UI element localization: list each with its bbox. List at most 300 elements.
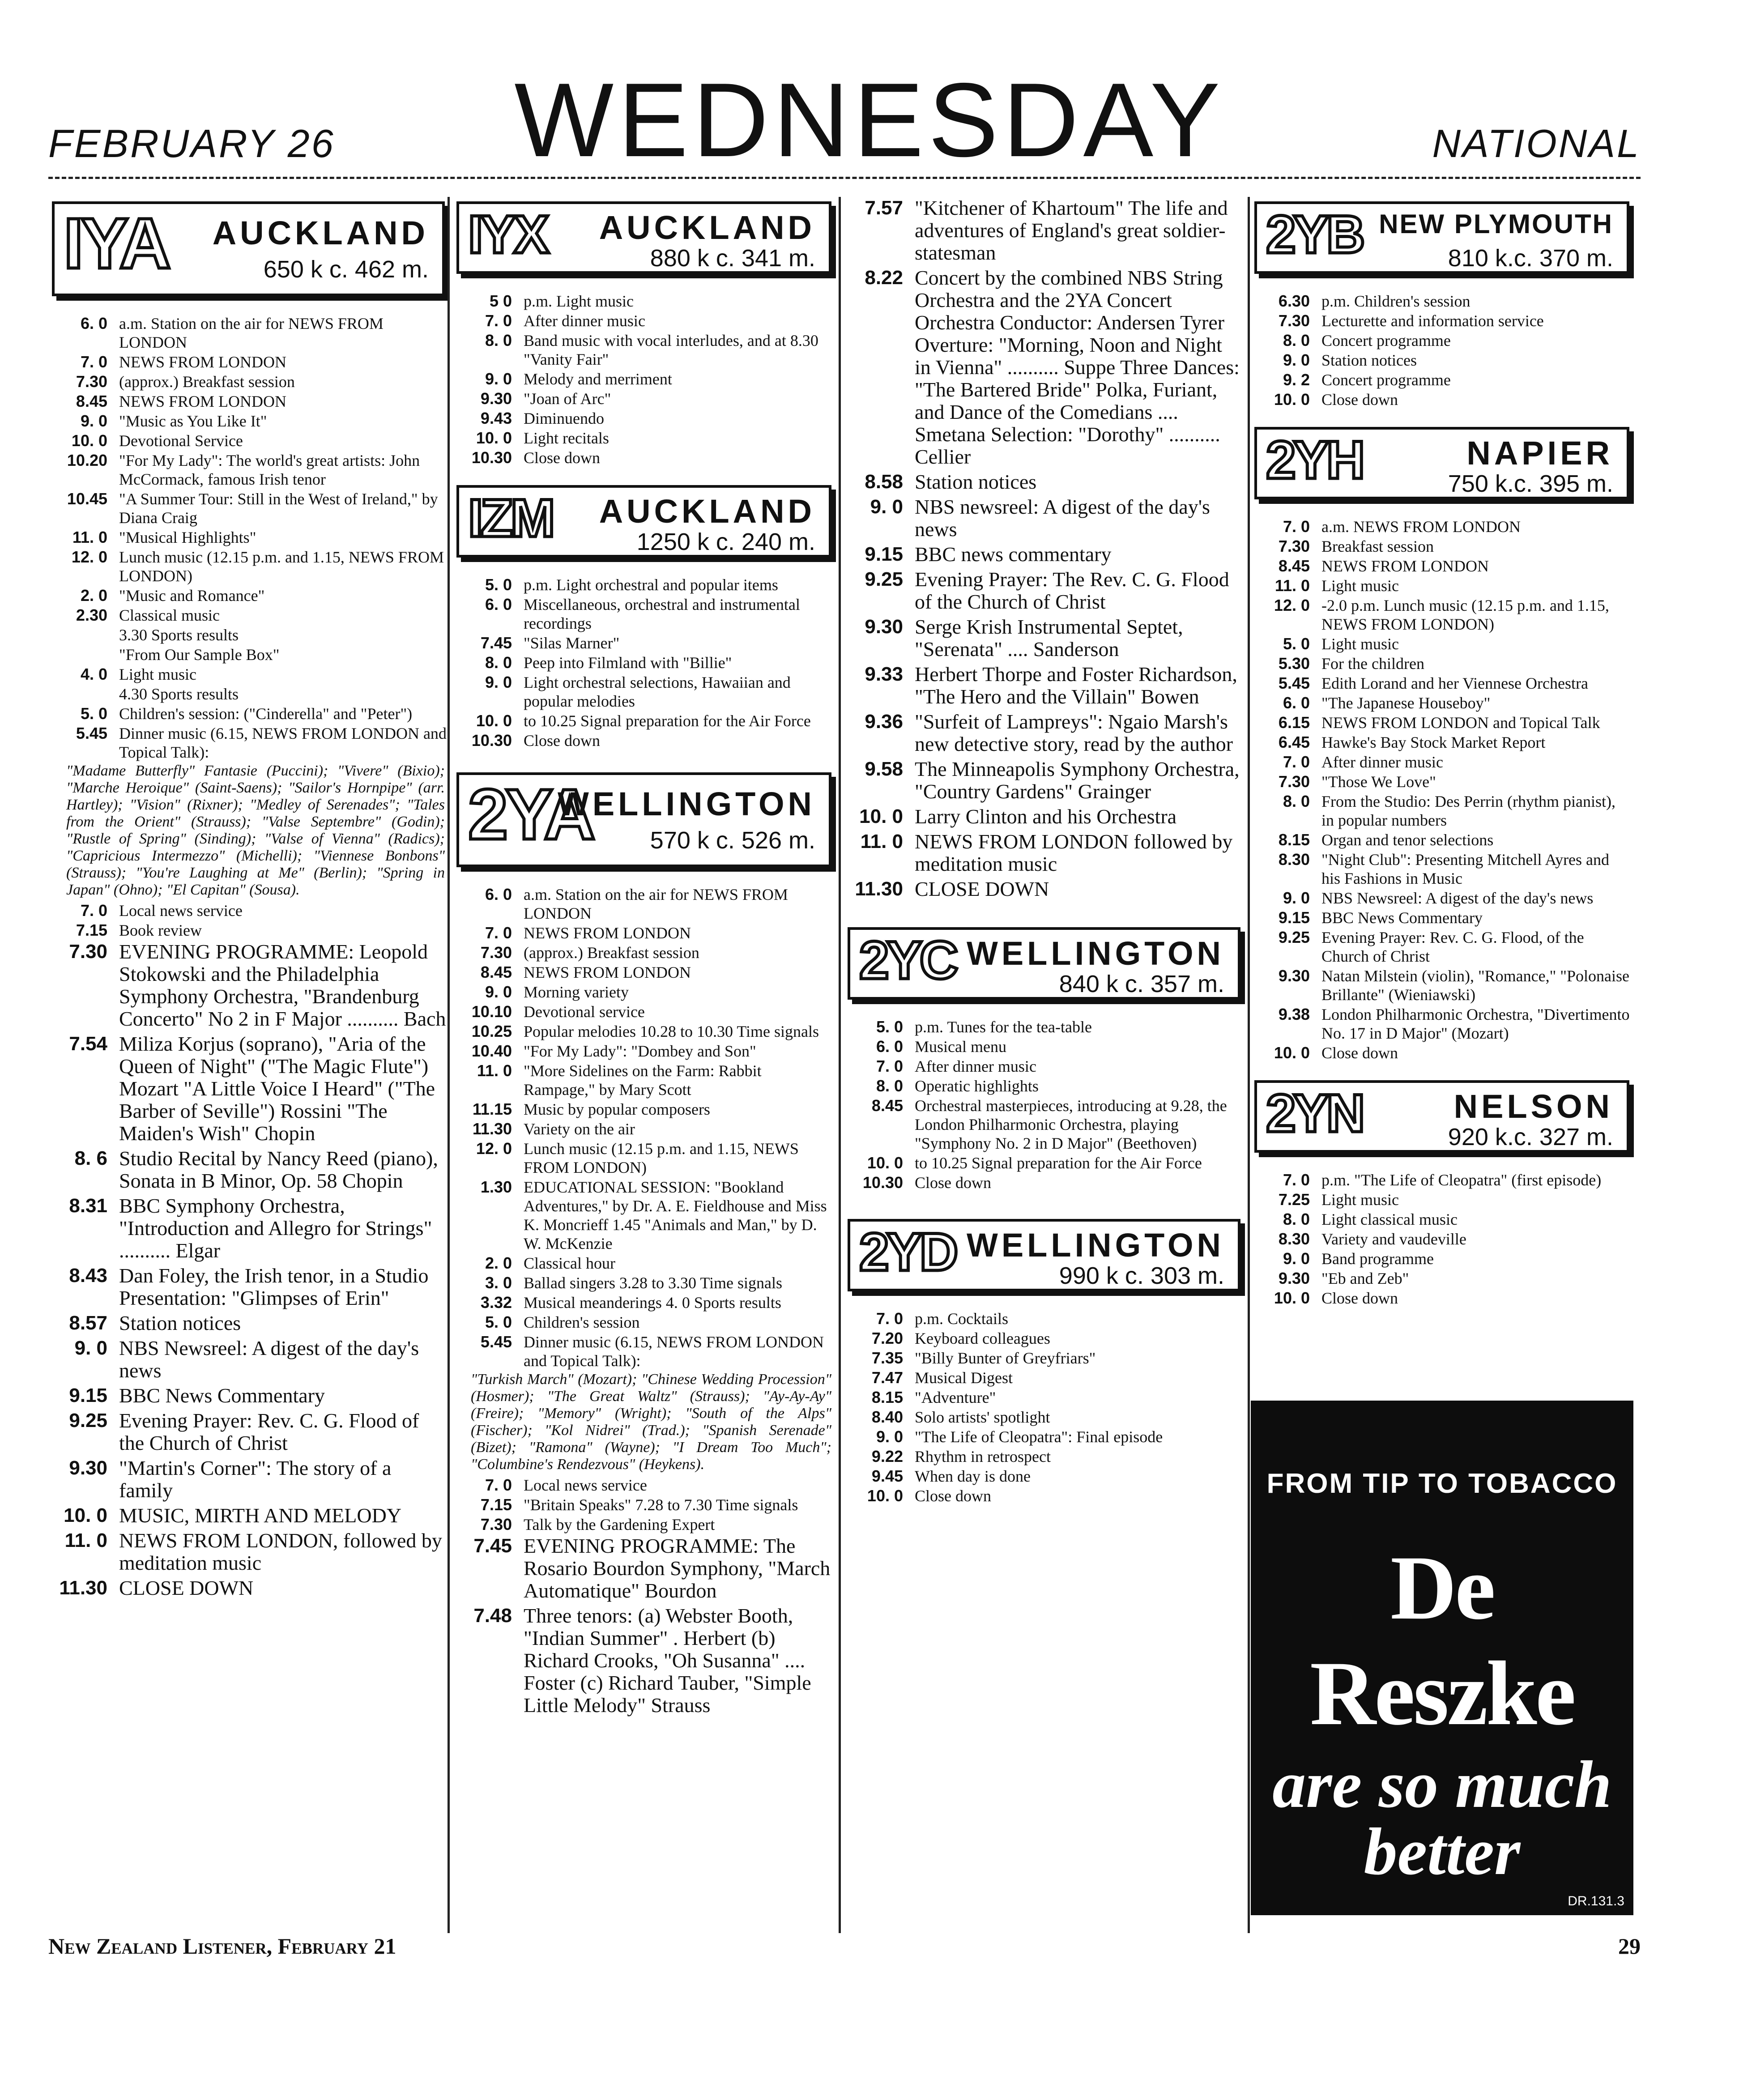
schedule-2ya-2 xyxy=(453,1476,838,1534)
schedule-time: 5.45 xyxy=(76,724,107,742)
schedule-item: Devotional service xyxy=(524,1003,645,1021)
schedule-item: NEWS FROM LONDON, followed by meditation music xyxy=(119,1529,442,1574)
schedule-item: Lecturette and information service xyxy=(1321,312,1544,330)
schedule-row xyxy=(52,645,447,664)
schedule-row xyxy=(456,1002,833,1021)
schedule-row xyxy=(848,267,1242,468)
schedule-time: 3.32 xyxy=(480,1293,512,1312)
schedule-row xyxy=(52,1033,447,1145)
station-call: 2YD xyxy=(859,1222,956,1282)
schedule-time: 11.30 xyxy=(855,878,903,900)
station-city: NAPIER xyxy=(1466,434,1613,472)
schedule-time: 7. 0 xyxy=(485,311,512,330)
schedule-row xyxy=(848,663,1242,708)
schedule-item: NEWS FROM LONDON followed by meditation music xyxy=(915,830,1233,875)
schedule-time: 7.15 xyxy=(76,921,107,939)
schedule-item: Diminuendo xyxy=(524,409,604,427)
schedule-item: NEWS FROM LONDON and Topical Talk xyxy=(1321,714,1600,732)
schedule-item: NBS newsreel: A digest of the day's news xyxy=(915,495,1210,541)
schedule-item: After dinner music xyxy=(524,312,645,330)
ad-tagline: are so much better xyxy=(1272,1747,1612,1889)
schedule-time: 10. 0 xyxy=(867,1154,903,1172)
schedule-item: Band programme xyxy=(1321,1250,1434,1268)
schedule-time: 10.30 xyxy=(471,448,512,467)
schedule-time: 5 0 xyxy=(489,292,512,310)
schedule-row xyxy=(1254,831,1631,849)
schedule-2ya-continued xyxy=(844,197,1247,900)
schedule-time: 11. 0 xyxy=(1274,576,1310,595)
schedule-item: Morning variety xyxy=(524,983,629,1001)
schedule-time xyxy=(52,626,119,644)
schedule-row xyxy=(848,1408,1242,1427)
schedule-time: 12. 0 xyxy=(1274,596,1310,614)
schedule-item: "Joan of Arc" xyxy=(524,390,611,408)
station-banner-2yn xyxy=(1254,1080,1629,1153)
schedule-item: "From Our Sample Box" xyxy=(119,646,280,664)
schedule-time: 2. 0 xyxy=(80,586,107,605)
schedule-time: 9. 0 xyxy=(870,496,903,518)
schedule-row xyxy=(52,1337,447,1382)
schedule-item: After dinner music xyxy=(915,1057,1036,1075)
schedule-row xyxy=(1254,537,1631,556)
schedule-time: 7. 0 xyxy=(1283,1171,1310,1189)
schedule-row xyxy=(52,1457,447,1502)
schedule-row xyxy=(456,575,833,594)
schedule-time: 5. 0 xyxy=(876,1018,903,1036)
station-frequency: 570 k c. 526 m. xyxy=(650,827,815,854)
schedule-row xyxy=(848,1467,1242,1486)
schedule-time: 6.45 xyxy=(1278,733,1310,751)
schedule-row xyxy=(456,1100,833,1119)
schedule-item: "Musical Highlights" xyxy=(119,528,256,546)
schedule-time: 9. 0 xyxy=(485,673,512,691)
schedule-time: 7. 0 xyxy=(80,353,107,371)
schedule-item: Light music xyxy=(1321,1191,1399,1209)
schedule-row xyxy=(1254,889,1631,907)
schedule-row xyxy=(1254,967,1631,1004)
schedule-item: "A Summer Tour: Still in the West of Ireland," by Diana Craig xyxy=(119,490,438,527)
schedule-item: Close down xyxy=(524,732,600,750)
schedule-1ya xyxy=(48,314,451,762)
schedule-row xyxy=(1254,792,1631,830)
schedule-time: 6. 0 xyxy=(876,1037,903,1056)
schedule-item: CLOSE DOWN xyxy=(915,877,1049,900)
schedule-item: Solo artists' spotlight xyxy=(915,1408,1050,1426)
schedule-time: 7.30 xyxy=(1278,537,1310,555)
schedule-item: Light music xyxy=(1321,635,1399,653)
schedule-item: Evening Prayer: Rev. C. G. Flood, of the Church of Christ xyxy=(1321,929,1584,965)
schedule-item: Serge Krish Instrumental Septet, "Serenata" .... Sanderson xyxy=(915,615,1183,660)
station-call: 2YB xyxy=(1266,204,1363,264)
schedule-row xyxy=(1254,733,1631,752)
schedule-row xyxy=(1254,596,1631,634)
schedule-time: 8. 6 xyxy=(74,1147,107,1169)
station-frequency: 880 k c. 341 m. xyxy=(650,245,815,272)
schedule-item: London Philharmonic Orchestra, "Divertimento No. 17 in D Major" (Mozart) xyxy=(1321,1005,1630,1042)
schedule-row xyxy=(848,496,1242,541)
schedule-row xyxy=(456,1139,833,1177)
schedule-time: 9.25 xyxy=(1278,928,1310,946)
schedule-row xyxy=(848,568,1242,613)
station-frequency: 920 k.c. 327 m. xyxy=(1448,1124,1613,1150)
schedule-item: Local news service xyxy=(524,1476,647,1494)
schedule-time: 10.25 xyxy=(471,1022,512,1040)
schedule-row xyxy=(456,1042,833,1061)
schedule-row xyxy=(456,1515,833,1534)
schedule-item: Book review xyxy=(119,921,202,939)
schedule-time: 6. 0 xyxy=(1283,694,1310,712)
schedule-row xyxy=(456,731,833,750)
schedule-item: Local news service xyxy=(119,902,243,920)
schedule-time: 7.30 xyxy=(69,941,107,963)
schedule-time: 3. 0 xyxy=(485,1274,512,1292)
schedule-item: Keyboard colleagues xyxy=(915,1329,1050,1347)
schedule-time: 8.43 xyxy=(69,1265,107,1286)
station-call: 2YH xyxy=(1266,430,1363,490)
schedule-time: 8. 0 xyxy=(876,1077,903,1095)
ad-code: DR.131.3 xyxy=(1568,1894,1624,1908)
schedule-row xyxy=(456,653,833,672)
schedule-time: 7. 0 xyxy=(876,1309,903,1328)
schedule-time: 6. 0 xyxy=(485,885,512,903)
station-call: 2YC xyxy=(859,930,956,990)
schedule-time: 9. 0 xyxy=(1283,889,1310,907)
schedule-item: Lunch music (12.15 p.m. and 1.15, NEWS FROM LONDON) xyxy=(524,1140,799,1176)
schedule-row xyxy=(52,665,447,684)
station-city: WELLINGTON xyxy=(966,935,1224,972)
schedule-time: 9.30 xyxy=(865,616,903,638)
schedule-time: 7. 0 xyxy=(1283,517,1310,536)
schedule-time: 10. 0 xyxy=(867,1487,903,1505)
schedule-item: BBC News Commentary xyxy=(1321,909,1483,927)
schedule-item: Ballad singers 3.28 to 3.30 Time signals xyxy=(524,1274,783,1292)
schedule-time: 8. 0 xyxy=(1283,331,1310,349)
schedule-row xyxy=(52,901,447,920)
schedule-item: Band music with vocal interludes, and at 8.30 "Vanity Fair" xyxy=(524,332,818,368)
schedule-row xyxy=(1254,1005,1631,1043)
schedule-item: Light music xyxy=(1321,577,1399,595)
schedule-row xyxy=(52,626,447,644)
schedule-time: 9. 0 xyxy=(1283,351,1310,369)
schedule-row xyxy=(848,543,1242,566)
station-call: 2YN xyxy=(1266,1083,1363,1143)
schedule-item: CLOSE DOWN xyxy=(119,1576,254,1599)
schedule-row xyxy=(52,1410,447,1454)
schedule-row xyxy=(1254,908,1631,927)
station-banner-2yc xyxy=(848,927,1240,1000)
schedule-row xyxy=(848,1487,1242,1505)
schedule-item: Dinner music (6.15, NEWS FROM LONDON and Topical Talk): xyxy=(119,724,447,761)
station-banner-2yh xyxy=(1254,427,1629,499)
station-banner-2ya xyxy=(456,772,831,867)
schedule-item: Variety on the air xyxy=(524,1120,635,1138)
schedule-item: Evening Prayer: Rev. C. G. Flood of the Church of Christ xyxy=(119,1409,419,1454)
schedule-item: "Britain Speaks" 7.28 to 7.30 Time signals xyxy=(524,1496,798,1514)
schedule-row xyxy=(52,431,447,450)
schedule-item: Studio Recital by Nancy Reed (piano), Sonata in B Minor, Op. 58 Chopin xyxy=(119,1147,438,1192)
schedule-row xyxy=(848,1388,1242,1407)
schedule-item: a.m. Station on the air for NEWS FROM LONDON xyxy=(119,315,384,351)
footer-page-number: 29 xyxy=(1618,1934,1641,1959)
footer-publication: New Zealand Listener, February 21 xyxy=(48,1934,396,1959)
schedule-item: "Kitchener of Khartoum" The life and adventures of England's great soldier-statesman xyxy=(915,196,1228,264)
schedule-item: Dinner music (6.15, NEWS FROM LONDON and Topical Talk): xyxy=(524,1333,824,1370)
schedule-row xyxy=(456,1535,833,1602)
schedule-item: Classical hour xyxy=(524,1254,615,1272)
schedule-item: "Music and Romance" xyxy=(119,587,265,605)
schedule-time: 8. 0 xyxy=(1283,792,1310,810)
schedule-time: 9.58 xyxy=(865,758,903,780)
schedule-row xyxy=(1254,713,1631,732)
schedule-row xyxy=(1254,654,1631,673)
schedule-item: Close down xyxy=(1321,1044,1398,1062)
schedule-row xyxy=(848,1096,1242,1153)
schedule-row xyxy=(52,451,447,489)
schedule-row xyxy=(456,1274,833,1292)
schedule-time: 12. 0 xyxy=(476,1139,512,1158)
schedule-item: MUSIC, MIRTH AND MELODY xyxy=(119,1504,402,1527)
schedule-item: Natan Milstein (violin), "Romance," "Polonaise Brillante" (Wieniawski) xyxy=(1321,967,1629,1004)
schedule-time: 5. 0 xyxy=(80,704,107,723)
station-frequency: 840 k c. 357 m. xyxy=(1059,971,1224,997)
schedule-item: "Music as You Like It" xyxy=(119,412,267,430)
schedule-time: 7.25 xyxy=(1278,1190,1310,1209)
schedule-row xyxy=(456,983,833,1001)
schedule-row xyxy=(456,1120,833,1138)
schedule-item: Orchestral masterpieces, introducing at 9.28, the London Philharmonic Orchestra, playing "Symphony No. 2 in D Major" (Beethoven) xyxy=(915,1097,1227,1152)
schedule-row xyxy=(1254,390,1631,409)
schedule-row xyxy=(1254,517,1631,536)
schedule-time: 9.36 xyxy=(865,711,903,733)
schedule-row xyxy=(52,1147,447,1192)
dinner-music-list: "Turkish March" (Mozart); "Chinese Wedding Procession" (Hosmer); "The Great Waltz" (Strauss); "Ay-Ay-Ay" (Freire); "Memory" (Wright); "South of the Alps" (Fischer); "Kol Nidrei" (Trad.); "Spanish Serenade" (Bizet); "Ramona" (Wayne); "I Dream Too Much"; "Columbine's Rendezvous" (Heykens). xyxy=(471,1371,831,1473)
schedule-time: 7.45 xyxy=(473,1535,512,1557)
schedule-row xyxy=(456,311,833,330)
schedule-row xyxy=(456,1254,833,1273)
schedule-row xyxy=(1254,371,1631,389)
schedule-time: 9.15 xyxy=(865,543,903,565)
schedule-time: 10. 0 xyxy=(1274,1044,1310,1062)
schedule-row xyxy=(456,595,833,633)
schedule-time: 9.22 xyxy=(871,1447,903,1465)
schedule-item: Operatic highlights xyxy=(915,1077,1039,1095)
schedule-item: "Night Club": Presenting Mitchell Ayres and his Fashions in Music xyxy=(1321,851,1610,887)
schedule-time: 7. 0 xyxy=(876,1057,903,1075)
schedule-item: NEWS FROM LONDON xyxy=(119,392,287,410)
station-city: AUCKLAND xyxy=(599,493,815,530)
schedule-item: "Those We Love" xyxy=(1321,773,1436,791)
schedule-2yh xyxy=(1251,517,1636,1062)
schedule-time: 5.45 xyxy=(1278,674,1310,692)
schedule-item: Classical music xyxy=(119,606,220,624)
schedule-2ya xyxy=(453,885,838,1370)
schedule-time: 6. 0 xyxy=(80,314,107,332)
schedule-row xyxy=(456,1313,833,1332)
schedule-time: 7. 0 xyxy=(485,1476,512,1494)
schedule-time: 7. 0 xyxy=(485,924,512,942)
schedule-1ya-evening xyxy=(48,941,451,1599)
schedule-time: 10.40 xyxy=(471,1042,512,1060)
schedule-row xyxy=(848,805,1242,828)
schedule-time: 11. 0 xyxy=(72,528,107,546)
schedule-row xyxy=(1254,311,1631,330)
schedule-row xyxy=(1254,1230,1631,1248)
schedule-item: p.m. Tunes for the tea-table xyxy=(915,1018,1092,1036)
schedule-row xyxy=(848,1427,1242,1446)
schedule-row xyxy=(52,392,447,411)
schedule-time: 11.15 xyxy=(472,1100,512,1118)
schedule-time: 8.15 xyxy=(1278,831,1310,849)
schedule-2yd xyxy=(844,1309,1247,1505)
schedule-time: 9.25 xyxy=(865,568,903,590)
schedule-item: a.m. Station on the air for NEWS FROM LONDON xyxy=(524,886,788,922)
schedule-item: Station notices xyxy=(1321,351,1417,369)
schedule-item: (approx.) Breakfast session xyxy=(524,944,699,962)
schedule-time: 5. 0 xyxy=(485,1313,512,1331)
schedule-2yn xyxy=(1251,1171,1636,1308)
schedule-row xyxy=(456,409,833,428)
schedule-row xyxy=(456,711,833,730)
schedule-row xyxy=(52,528,447,547)
schedule-row xyxy=(848,711,1242,755)
schedule-row xyxy=(1254,1190,1631,1209)
schedule-item: NEWS FROM LONDON xyxy=(119,353,287,371)
schedule-item: BBC Symphony Orchestra, "Introduction and Allegro for Strings" .......... Elgar xyxy=(119,1194,432,1262)
station-city: NELSON xyxy=(1453,1088,1613,1125)
schedule-time: 9.30 xyxy=(480,389,512,408)
schedule-time: 9. 0 xyxy=(485,983,512,1001)
schedule-item: Variety and vaudeville xyxy=(1321,1230,1466,1248)
schedule-row xyxy=(848,471,1242,493)
schedule-row xyxy=(456,448,833,467)
schedule-row xyxy=(52,1384,447,1407)
schedule-1ya-2 xyxy=(48,901,451,940)
schedule-item: Three tenors: (a) Webster Booth, "Indian Summer" . Herbert (b) Richard Crooks, "Oh Susanna" .... Foster (c) Richard Tauber, "Simple Little Melody" Strauss xyxy=(524,1604,811,1717)
schedule-item: Breakfast session xyxy=(1321,537,1434,555)
schedule-item: Close down xyxy=(1321,391,1398,409)
schedule-time: 8.40 xyxy=(871,1408,903,1426)
schedule-row xyxy=(1254,850,1631,888)
schedule-row xyxy=(52,353,447,371)
schedule-row xyxy=(1254,674,1631,693)
schedule-row xyxy=(1254,753,1631,771)
schedule-item: "For My Lady": The world's great artists: John McCormack, famous Irish tenor xyxy=(119,452,420,488)
column-divider xyxy=(448,197,450,1933)
schedule-item: Herbert Thorpe and Foster Richardson, "The Hero and the Villain" Bowen xyxy=(915,663,1237,708)
schedule-row xyxy=(52,704,447,723)
schedule-row xyxy=(848,1173,1242,1192)
schedule-row xyxy=(1254,1289,1631,1308)
schedule-row xyxy=(1254,331,1631,350)
schedule-row xyxy=(848,831,1242,875)
schedule-item: BBC news commentary xyxy=(915,543,1112,566)
schedule-time: 6.15 xyxy=(1278,713,1310,732)
schedule-1yx xyxy=(453,292,838,467)
schedule-item: Concert programme xyxy=(1321,371,1451,389)
schedule-item: 4.30 Sports results xyxy=(119,685,239,703)
schedule-item: Music by popular composers xyxy=(524,1100,710,1118)
schedule-item: Rhythm in retrospect xyxy=(915,1448,1051,1465)
schedule-item: p.m. Cocktails xyxy=(915,1310,1008,1328)
station-banner-1zm xyxy=(456,485,831,558)
schedule-time: 5.30 xyxy=(1278,654,1310,673)
schedule-time: 10.10 xyxy=(471,1002,512,1021)
column-3 xyxy=(844,197,1247,1942)
schedule-item: Melody and merriment xyxy=(524,370,672,388)
schedule-row xyxy=(1254,635,1631,653)
schedule-row xyxy=(1254,1171,1631,1189)
schedule-item: Lunch music (12.15 p.m. and 1.15, NEWS FROM LONDON) xyxy=(119,548,444,585)
schedule-time: 7.57 xyxy=(865,197,903,219)
schedule-item: Close down xyxy=(524,449,600,467)
schedule-item: NBS Newsreel: A digest of the day's news xyxy=(119,1337,419,1382)
schedule-item: Children's session xyxy=(524,1313,640,1331)
station-call: IZM xyxy=(468,488,553,548)
schedule-time: 5.45 xyxy=(480,1333,512,1351)
schedule-time: 10.20 xyxy=(67,451,107,469)
schedule-item: "For My Lady": "Dombey and Son" xyxy=(524,1042,756,1060)
schedule-item: Evening Prayer: The Rev. C. G. Flood of the Church of Christ xyxy=(915,568,1229,613)
schedule-row xyxy=(848,1368,1242,1387)
schedule-time xyxy=(52,645,119,664)
schedule-time: 9.30 xyxy=(1278,1269,1310,1287)
schedule-item: a.m. NEWS FROM LONDON xyxy=(1321,518,1521,536)
station-city: AUCKLAND xyxy=(212,214,429,251)
schedule-time: 9.45 xyxy=(871,1467,903,1485)
ad-brand: De Reszke xyxy=(1310,1537,1574,1744)
schedule-item: EVENING PROGRAMME: Leopold Stokowski and the Philadelphia Symphony Orchestra, "Brandenburg Concerto" No 2 in F Major .......... Bach xyxy=(119,940,446,1030)
schedule-time: 5. 0 xyxy=(485,575,512,594)
schedule-row xyxy=(1254,576,1631,595)
schedule-item: "Silas Marner" xyxy=(524,634,620,652)
header-rule xyxy=(48,177,1641,179)
schedule-time: 7. 0 xyxy=(80,901,107,920)
schedule-item: Talk by the Gardening Expert xyxy=(524,1516,715,1533)
schedule-item: p.m. Light orchestral and popular items xyxy=(524,576,778,594)
schedule-row xyxy=(1254,928,1631,966)
schedule-time: 9.25 xyxy=(69,1410,107,1431)
station-city: AUCKLAND xyxy=(599,209,815,246)
schedule-item: Children's session: ("Cinderella" and "Peter") xyxy=(119,705,413,723)
schedule-time: 7. 0 xyxy=(1283,753,1310,771)
schedule-row xyxy=(52,490,447,527)
schedule-row xyxy=(1254,557,1631,575)
schedule-row xyxy=(52,724,447,762)
schedule-item: After dinner music xyxy=(1321,753,1443,771)
schedule-time: 7.45 xyxy=(480,634,512,652)
schedule-time: 8. 0 xyxy=(485,653,512,672)
schedule-item: "Martin's Corner": The story of a family xyxy=(119,1457,392,1502)
station-banner-2yd xyxy=(848,1219,1240,1291)
schedule-row xyxy=(52,921,447,940)
schedule-time: 4. 0 xyxy=(80,665,107,683)
schedule-item: (approx.) Breakfast session xyxy=(119,373,295,391)
schedule-time: 6.30 xyxy=(1278,292,1310,310)
schedule-time: 9. 2 xyxy=(1283,371,1310,389)
schedule-item: "Billy Bunter of Greyfriars" xyxy=(915,1349,1096,1367)
schedule-time: 8.57 xyxy=(69,1312,107,1334)
schedule-time: 11.30 xyxy=(472,1120,512,1138)
schedule-item: Popular melodies 10.28 to 10.30 Time signals xyxy=(524,1022,819,1040)
schedule-item: p.m. "The Life of Cleopatra" (first episode) xyxy=(1321,1171,1602,1189)
schedule-item: "More Sidelines on the Farm: Rabbit Rampage," by Mary Scott xyxy=(524,1062,762,1099)
schedule-row xyxy=(1254,1269,1631,1288)
schedule-time: 8.58 xyxy=(865,471,903,493)
schedule-item: EDUCATIONAL SESSION: "Bookland Adventures," by Dr. A. E. Fieldhouse and Miss K. Moncrieff 1.45 "Animals and Man," by D. W. McKenzie xyxy=(524,1178,827,1252)
schedule-row xyxy=(456,1022,833,1041)
schedule-item: NEWS FROM LONDON xyxy=(524,924,691,942)
schedule-time: 9.15 xyxy=(1278,908,1310,927)
